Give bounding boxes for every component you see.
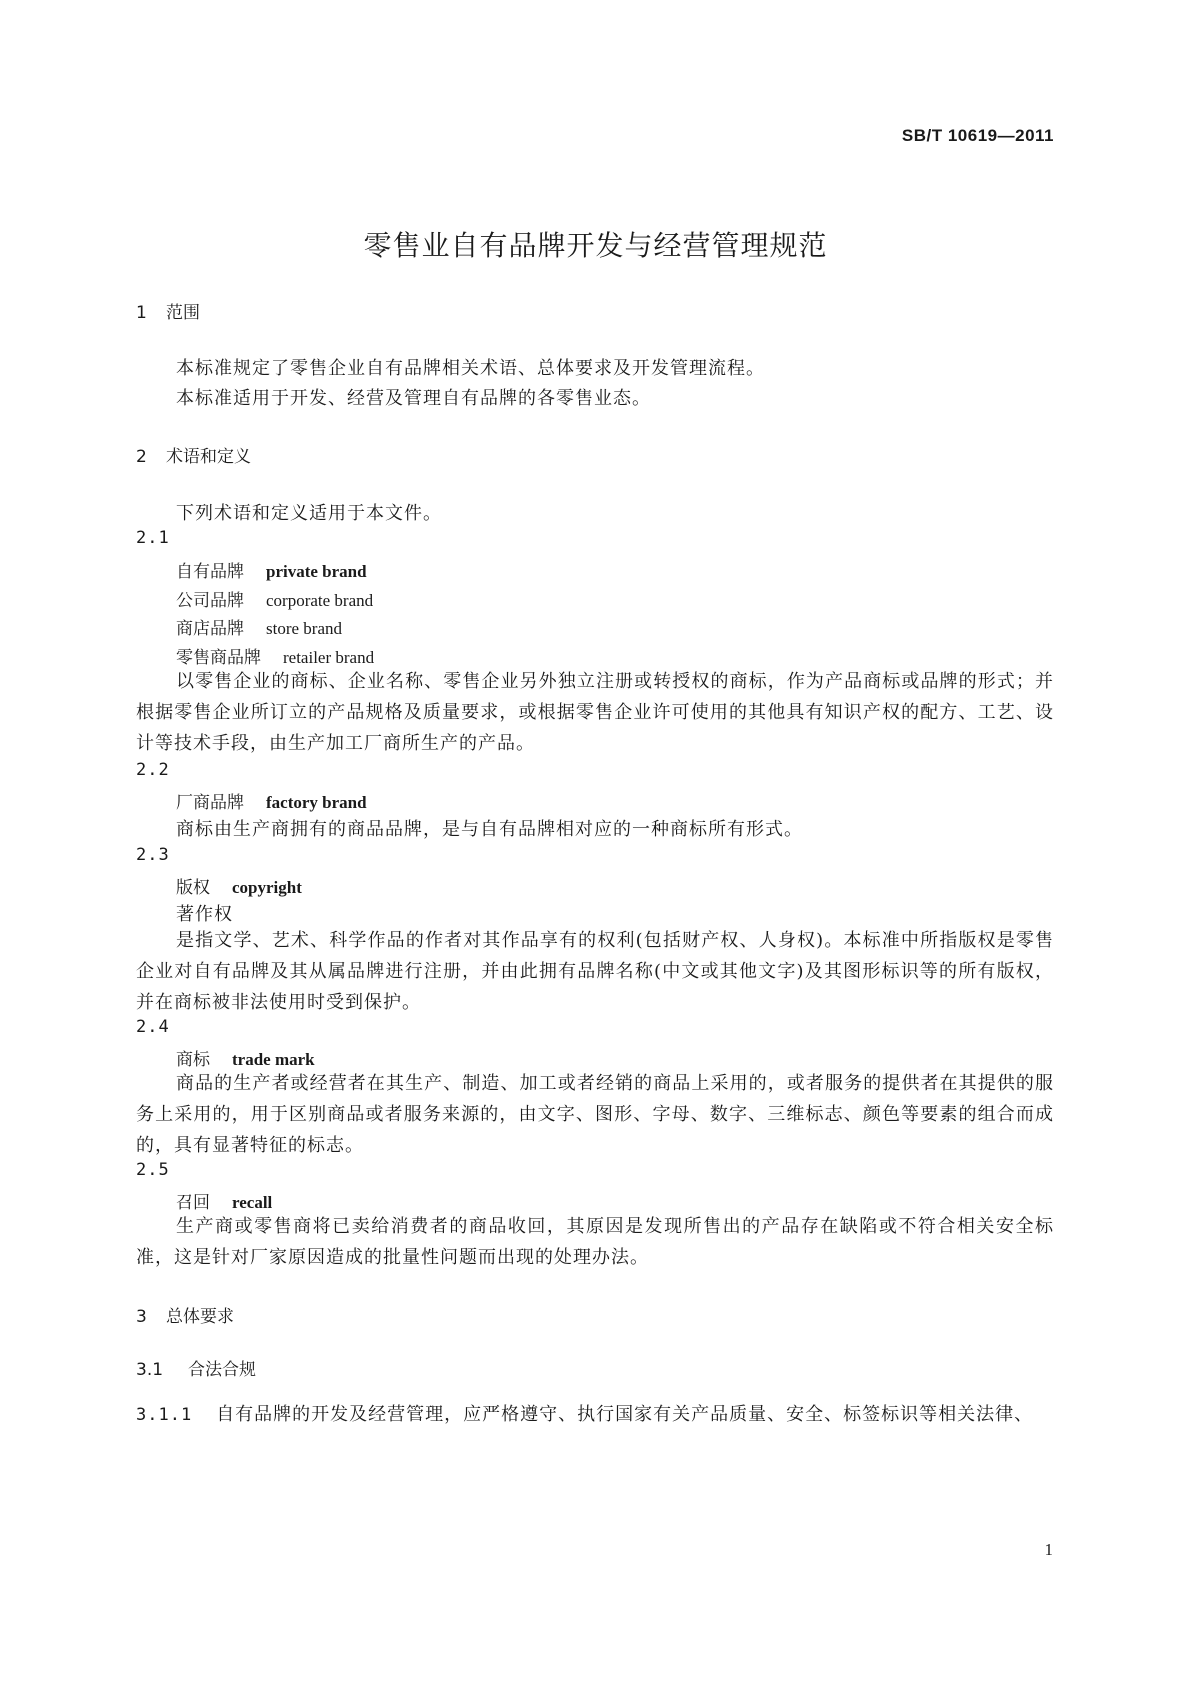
term-2-5-definition: 生产商或零售商将已卖给消费者的商品收回，其原因是发现所售出的产品存在缺陷或不符合相关安全标准，这是针对厂家原因造成的批量性问题而出现的处理办法。 [136,1216,1054,1268]
term-2-3-definition: 是指文学、艺术、科学作品的作者对其作品享有的权利(包括财产权、人身权)。本标准中所指版权是零售企业对自有品牌及其从属品牌进行注册，并由此拥有品牌名称(中文或其他文字)及其图形标识等的所有版权，并在商标被非法使用时受到保护。 [136,930,1054,1013]
section-title: 术语和定义 [166,447,251,467]
section-2-intro: 下列术语和定义适用于本文件。 [176,503,442,524]
term-2-1-title [176,557,367,582]
section-title: 总体要求 [166,1307,234,1327]
synonym-en: store brand [266,619,343,638]
term-en: factory brand [266,793,367,812]
page-number: 1 [1044,1540,1053,1559]
section-1-para-2: 本标准适用于开发、经营及管理自有品牌的各零售业态。 [176,388,651,409]
section-3-heading [136,1302,234,1327]
term-2-1-synonym-2 [176,614,342,639]
term-2-2-title [176,788,367,813]
section-number: 3.1 [136,1360,164,1380]
section-1-para-1: 本标准规定了零售企业自有品牌相关术语、总体要求及开发管理流程。 [176,358,765,379]
term-2-1-synonym-3 [176,643,374,668]
document-id: SB/T 10619—2011 [901,126,1054,145]
term-zh: 商标 [176,1050,210,1070]
term-zh: 自有品牌 [176,562,244,582]
section-number: 3 [136,1307,147,1327]
term-2-1-synonym-1 [176,586,373,611]
clause-text: 自有品牌的开发及经营管理，应严格遵守、执行国家有关产品质量、安全、标签标识等相关法律、 [216,1404,1034,1425]
term-zh: 召回 [176,1193,210,1213]
synonym-en: corporate brand [266,591,374,610]
section-number: 1 [136,303,147,323]
term-2-5-number: 2.5 [136,1160,170,1180]
section-3-1-heading [136,1355,256,1380]
term-2-3-synonym: 著作权 [176,904,233,925]
synonym-zh: 商店品牌 [176,619,244,639]
term-en: copyright [232,878,302,897]
term-2-4-title [176,1045,315,1070]
term-2-4-definition: 商品的生产者或经营者在其生产、制造、加工或者经销的商品上采用的，或者服务的提供者在其提供的服务上采用的，用于区别商品或者服务来源的，由文字、图形、字母、数字、三维标志、颜色等要素的组合而成的，具有显著特征的标志。 [136,1073,1054,1156]
synonym-zh: 零售商品牌 [176,648,261,668]
term-2-1-number: 2.1 [136,528,170,548]
synonym-en: retailer brand [283,648,375,667]
term-2-3-number: 2.3 [136,845,170,865]
term-2-1-definition: 以零售企业的商标、企业名称、零售企业另外独立注册或转授权的商标，作为产品商标或品牌的形式；并根据零售企业所订立的产品规格及质量要求，或根据零售企业许可使用的其他具有知识产权的配方、工艺、设计等技术手段，由生产加工厂商所生产的产品。 [136,671,1054,754]
term-2-5-title [176,1188,272,1213]
document-title: 零售业自有品牌开发与经营管理规范 [363,229,828,262]
term-en: trade mark [232,1050,315,1069]
term-2-2-number: 2.2 [136,760,170,780]
term-zh: 版权 [176,878,210,898]
term-zh: 厂商品牌 [176,793,244,813]
synonym-zh: 公司品牌 [176,591,244,611]
section-title: 合法合规 [188,1360,256,1380]
section-2-heading [136,442,251,467]
section-number: 2 [136,447,147,467]
section-1-heading [136,298,200,323]
clause-number: 3.1.1 [136,1405,193,1425]
section-title: 范围 [166,303,200,323]
term-en: recall [232,1193,273,1212]
term-2-4-number: 2.4 [136,1017,170,1037]
term-en: private brand [266,562,367,581]
term-2-2-definition: 商标由生产商拥有的商品品牌，是与自有品牌相对应的一种商标所有形式。 [176,819,803,840]
clause-3-1-1 [136,1400,1033,1426]
term-2-3-title [176,873,302,898]
